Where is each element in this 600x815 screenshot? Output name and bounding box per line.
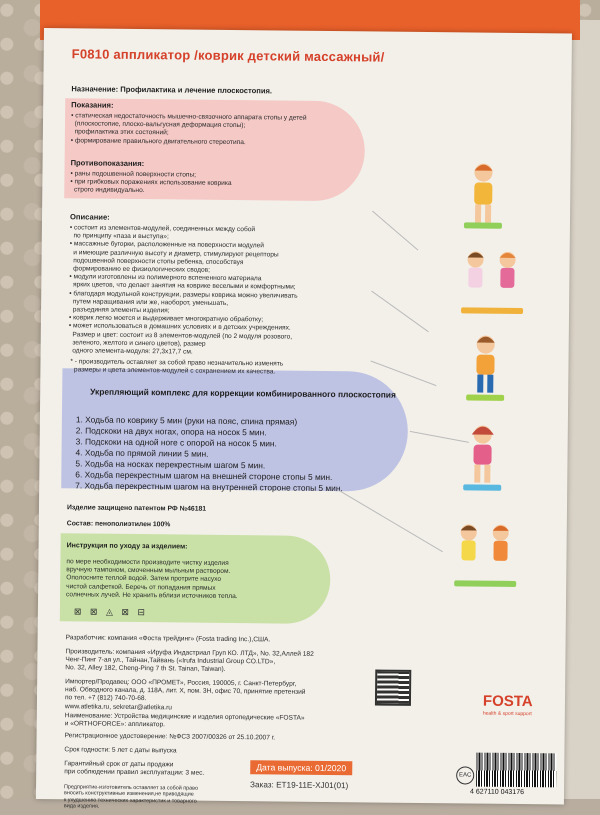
footer-note: Предприятие-изготовитель оставляет за собой право вносить конструктивные изменения,не приводящие к ухудшению технических характеристик и товарного вида изделия. (63, 784, 198, 810)
fosta-tagline: health & sport support (482, 710, 532, 718)
order-number: Заказ: ET19-11E-XJ01(01) (250, 780, 349, 791)
connector-line (371, 291, 428, 333)
exercise-6: 6. Ходьба перекрестным шагом на внешней стороне стопы 5 мин. (75, 469, 333, 483)
child-illustration-1 (458, 160, 509, 231)
contraindications-text: • раны подошвенной поверхности стопы; • при грибковых поражениях использование коврика строго индивидуально. (70, 170, 232, 195)
reserve-note: * - производитель оставляет за собой право незначительно изменять размеры и цвета элементов-модулей с сохранением их качества. (68, 358, 284, 376)
description-heading: Описание: (69, 212, 110, 222)
patent: Изделие защищено патентом РФ №46181 (66, 504, 207, 513)
exercise-5: 5. Ходьба на носках перекрестным шагом 5 мин. (75, 458, 266, 471)
qr-code-icon (375, 670, 411, 706)
manufacturer: Производитель: компания «Ируфа Индастриал Груп КО. ЛТД», No. 32,Аллей 182 Ченг-Пинг 7-ая ул., Тайнан,Тайвань («Irufa Industrial Group CO.LTD», No. 32, Alley 182, Cheng-Ping 7 th St. Tainan, Taiwan). (65, 648, 314, 674)
shelf-life: Срок годности: 5 лет с даты выпуска (64, 746, 177, 755)
exercise-7: 7. Ходьба перекрестным шагом на внутренней стороне стопы 5 мин. (75, 480, 343, 494)
child-illustration-3 (460, 332, 511, 403)
care-text: по мере необходимости производите чистку изделия вручную тампоном, смоченным мыльным раствором. Ополосните теплой водой. Затем протрите насухо чистой салфеткой. Беречь от попадания прямых солнечных лучей. Не хранить вблизи источников тепла. (66, 558, 238, 600)
children-illustration-5 (450, 520, 521, 591)
purpose: Назначение: Профилактика и лечение плоскостопия. (71, 84, 273, 96)
fosta-logo: FOSTA (482, 692, 533, 711)
product-box (36, 28, 572, 810)
warranty: Гарантийный срок от даты продажи при соблюдении правил эксплуатации: 3 мес. (64, 760, 205, 777)
composition: Состав: пенополиэтилен 100% (66, 520, 171, 529)
importer: Импортер/Продавец: ООО «ПРОМЕТ», Россия, 190005, г. Санкт-Петербург, наб. Обводного канала, д. 118А, лит. Х, пом. 3Н, офис 70, принятие претензий по тел. +7 (812) 740-70-68. www.atletika.ru, sekretar@atletika.ru (64, 678, 306, 711)
barcode-number: 4 627110 043176 (469, 788, 525, 797)
complex-heading: Укрепляющий комплекс для коррекции комбинированного плоскостопия (90, 386, 396, 400)
exercise-1: 1. Ходьба по коврику 5 мин (руки на пояс, спина прямая) (75, 414, 298, 427)
child-illustration-4 (457, 422, 508, 493)
indications-text: • статическая недостаточность мышечно-связочного аппарата стопы у детей (плоскостопие, плоско-вальгусная деформация стопы); профилактика этих состояний; • формирование правильного двигательного стереотипа. (70, 112, 307, 146)
product-title: F0810 аппликатор /коврик детский массажный/ (71, 46, 385, 65)
care-icons: ⊠ ⊠ ◬ ⊠ ⊟ (73, 606, 149, 618)
release-date: Дата выпуска: 01/2020 (250, 760, 352, 775)
children-illustration-2 (457, 247, 528, 318)
registration: Регистрационное удостоверение: №ФСЗ 2007/00326 от 25.10.2007 г. (64, 732, 276, 742)
contraindications-heading: Противопоказания: (70, 158, 145, 169)
naming: Наименование: Устройства медицинские и изделия ортопедические «FOSTA» и «ORTHOFORCE»: аппликатор. (64, 712, 305, 729)
exercise-4: 4. Ходьба по прямой линии 5 мин. (75, 447, 209, 459)
description-text: • состоит из элементов-модулей, соединенных между собой по принципу «паза и выступа»; • массажные бугорки, расположенные на поверхности модулей и имеющие различную высоту и диаметр, стимулируют рецепторы подошвенной поверхности стопы ребенка, способствуя формированию ее физиологических сводов; • модули изготовлены из полимерного вспененного материала ярких цветов, что делает занятия на коврике веселыми и комфортными; • благодаря модульной конструкции, размеры коврика можно увеличивать путем наращивания или же, наоборот, уменьшать, разъединяя элементы изделия; • коврик легко моется и выдерживает многократную обработку; • может использоваться в домашних условиях и в детских учреждениях. Размер и цвет: состоит из 8 элементов-модулей (по 2 модуля розового, зеленого, желтого и синего цветов), размер одного элемента-модуля: 27,3х17,7 см. (68, 224, 298, 356)
connector-line (339, 490, 443, 552)
indications-heading: Показания: (71, 100, 114, 110)
exercise-3: 3. Подскоки на одной ноге с опорой на носок 5 мин. (75, 436, 277, 449)
care-heading: Инструкция по уходу за изделием: (66, 542, 188, 551)
connector-line (372, 211, 418, 251)
developer: Разработчик: компания «Фоста трейдинг» (Fosta trading Inc.),США. (65, 634, 271, 644)
barcode-icon (476, 753, 556, 788)
exercise-2: 2. Подскоки на двух ногах, опора на носок 5 мин. (75, 425, 267, 438)
exercise-list (75, 414, 343, 494)
certification-mark-icon: EAC (456, 766, 474, 784)
